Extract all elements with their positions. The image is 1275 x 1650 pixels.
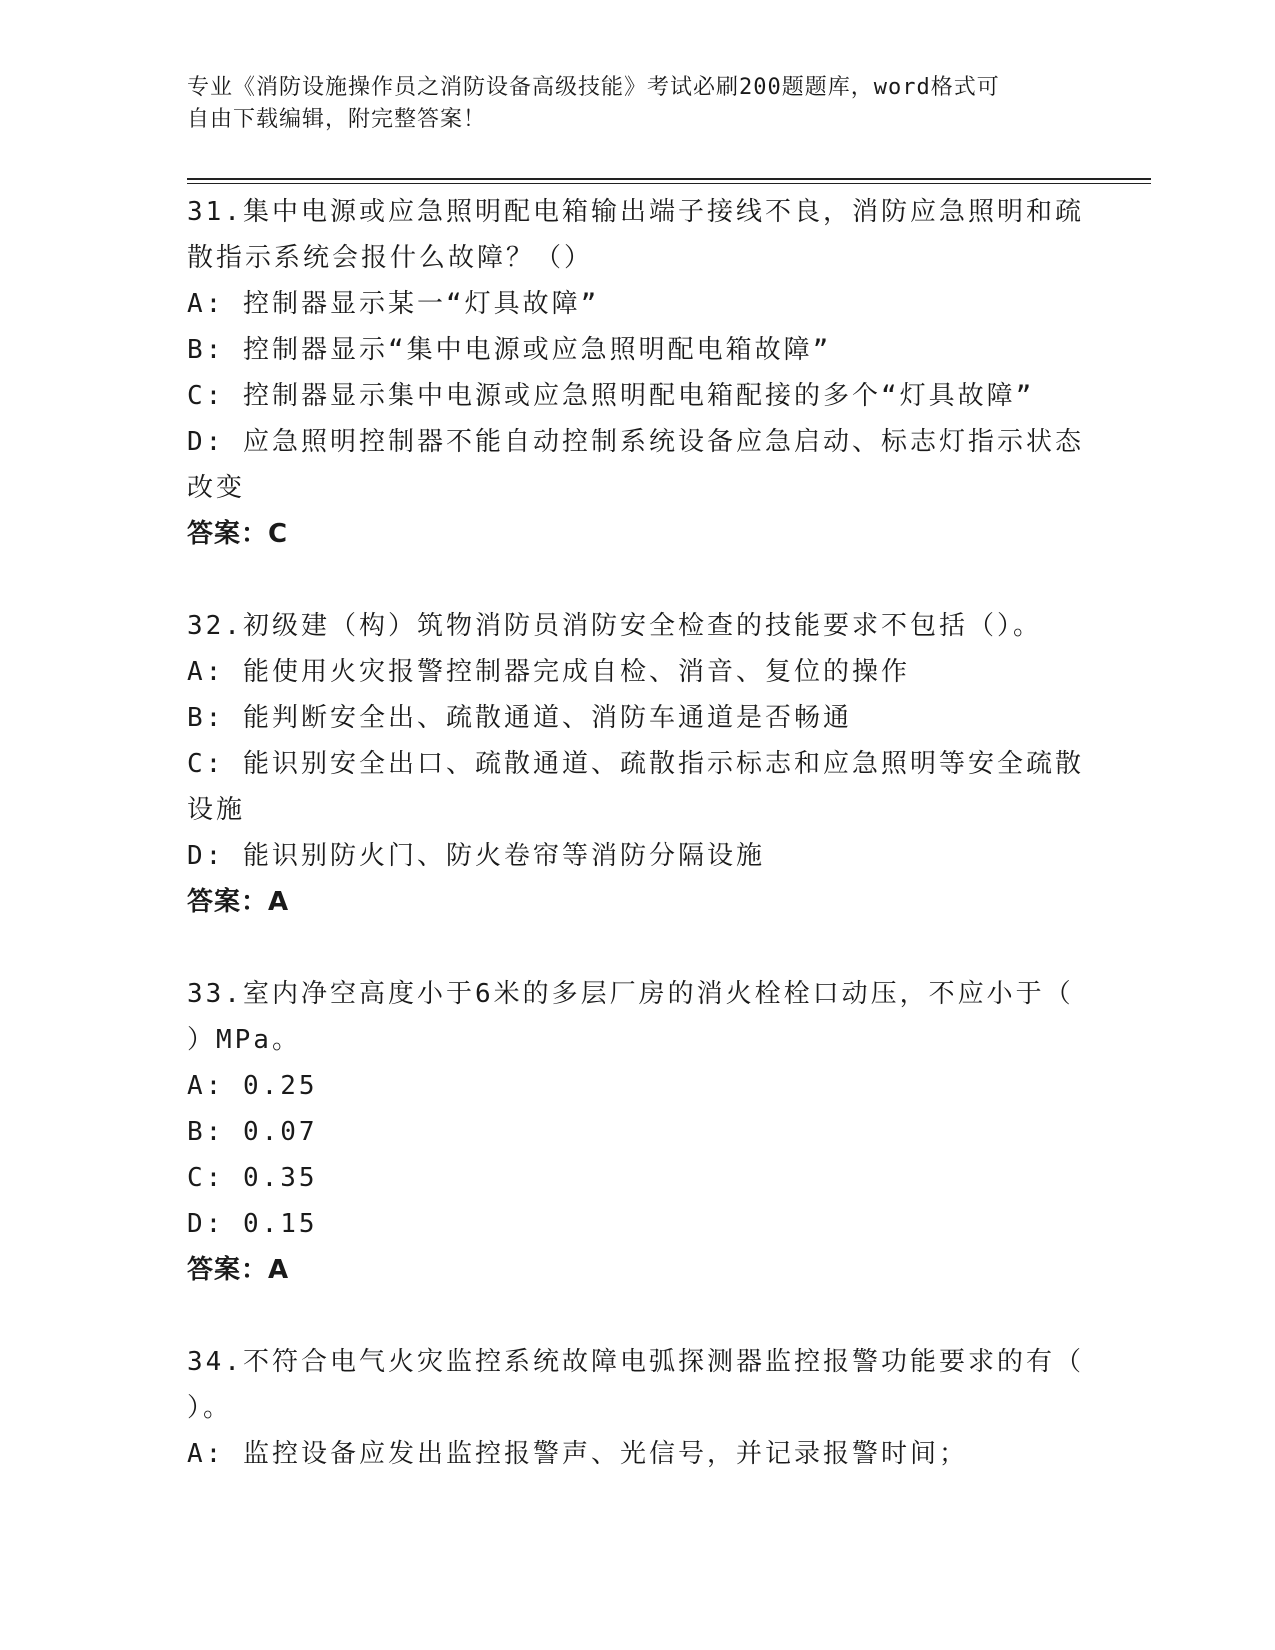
question-34 (187, 1339, 1087, 1477)
header-divider-thin (187, 183, 1151, 184)
option-a: A: 能使用火灾报警控制器完成自检、消音、复位的操作 (187, 657, 910, 687)
question-stem: 31.集中电源或应急照明配电箱输出端子接线不良，消防应急照明和疏 (187, 197, 1084, 227)
option-a: A: 监控设备应发出监控报警声、光信号，并记录报警时间； (187, 1439, 968, 1469)
option-c: C: 能识别安全出口、疏散通道、疏散指示标志和应急照明等安全疏散 (187, 749, 1084, 779)
question-33 (187, 971, 1087, 1293)
header-line: 自由下载编辑，附完整答案！ (187, 107, 487, 132)
option-a: A: 0.25 (187, 1071, 318, 1101)
option-d-continued: 改变 (187, 473, 246, 503)
header-divider-thick (187, 178, 1151, 180)
question-stem: 33.室内净空高度小于6米的多层厂房的消火栓栓口动压，不应小于（ (187, 979, 1074, 1009)
option-d: D: 0.15 (187, 1209, 318, 1239)
option-b: B: 能判断安全出、疏散通道、消防车通道是否畅通 (187, 703, 852, 733)
option-b: B: 控制器显示“集中电源或应急照明配电箱故障” (187, 335, 832, 365)
option-a: A: 控制器显示某一“灯具故障” (187, 289, 600, 319)
question-stem: 32.初级建（构）筑物消防员消防安全检查的技能要求不包括（）。 (187, 611, 1042, 641)
answer-label: 答案：A (187, 887, 290, 917)
question-stem: ）MPa。 (187, 1025, 301, 1055)
question-stem: 34.不符合电气火灾监控系统故障电弧探测器监控报警功能要求的有（ (187, 1347, 1084, 1377)
option-c: C: 0.35 (187, 1163, 318, 1193)
question-stem: ）。 (187, 1393, 233, 1423)
question-list (187, 189, 1087, 1523)
option-c: C: 控制器显示集中电源或应急照明配电箱配接的多个“灯具故障” (187, 381, 1035, 411)
option-d: D: 能识别防火门、防火卷帘等消防分隔设施 (187, 841, 765, 871)
header-line: 专业《消防设施操作员之消防设备高级技能》考试必刷200题题库，word格式可 (187, 75, 1000, 100)
document-header (187, 72, 1067, 136)
question-32 (187, 603, 1087, 925)
question-stem: 散指示系统会报什么故障？（） (187, 243, 594, 273)
option-c-continued: 设施 (187, 795, 246, 825)
question-31 (187, 189, 1087, 557)
option-b: B: 0.07 (187, 1117, 318, 1147)
answer-label: 答案：C (187, 519, 289, 549)
answer-label: 答案：A (187, 1255, 290, 1285)
option-d: D: 应急照明控制器不能自动控制系统设备应急启动、标志灯指示状态 (187, 427, 1084, 457)
